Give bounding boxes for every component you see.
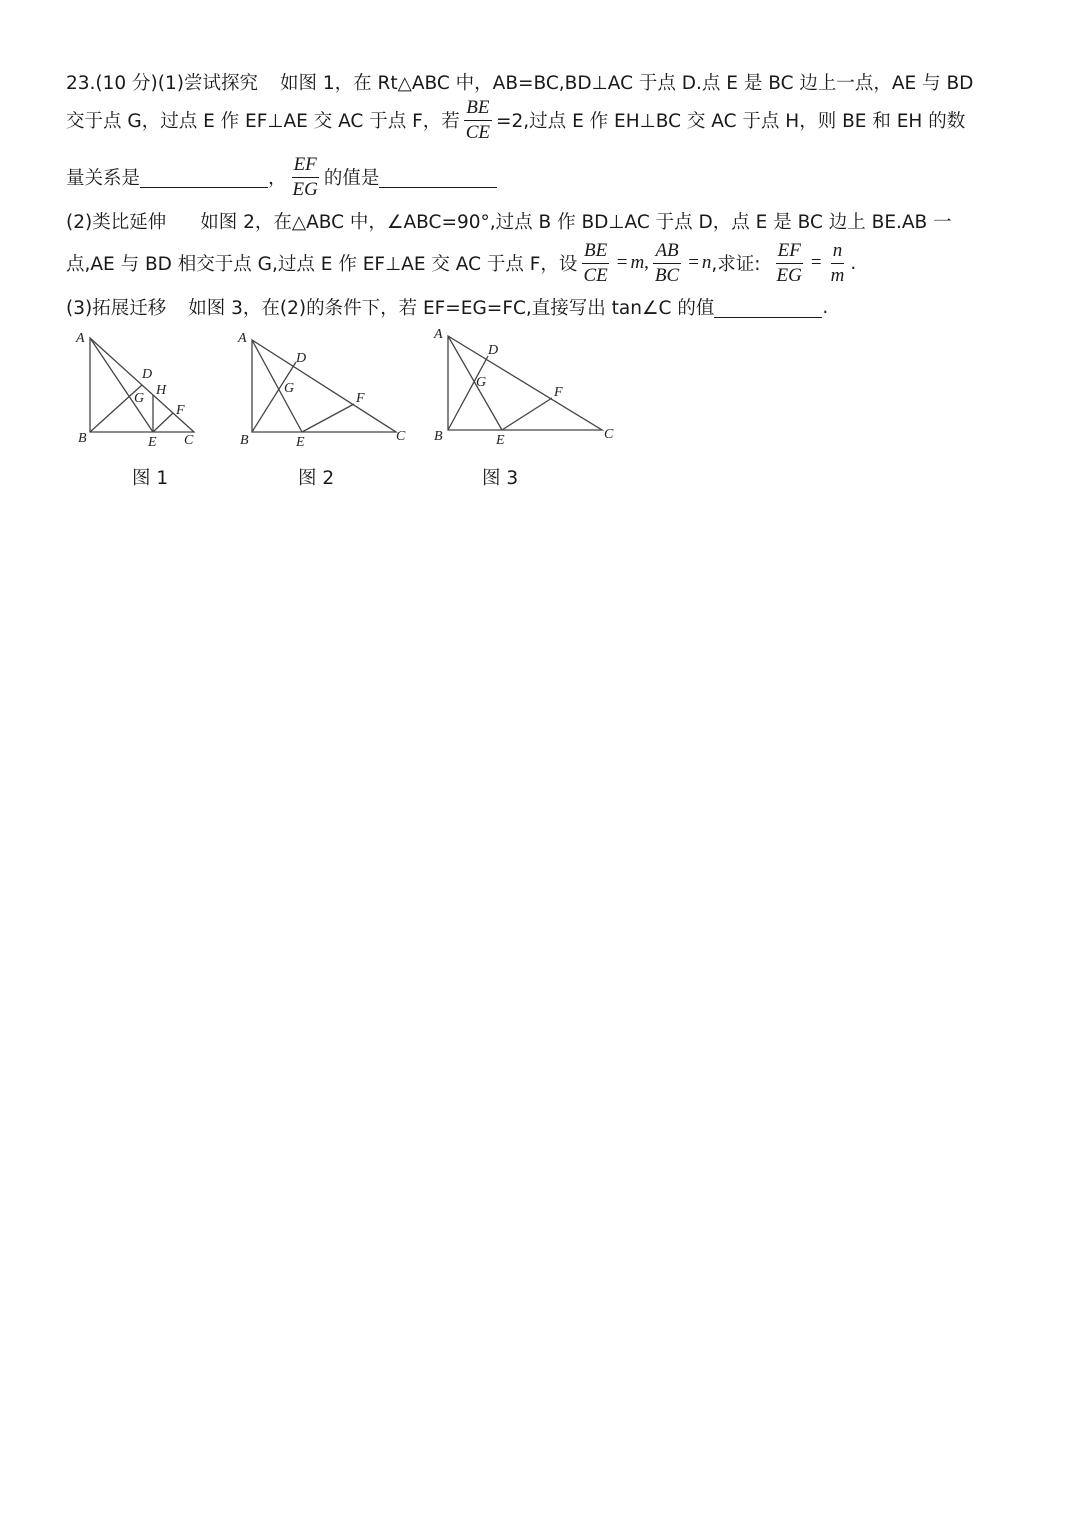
problem-line-4 — [66, 201, 952, 241]
prove-label: ,求证: — [711, 254, 761, 275]
part2-header: (2)类比延伸 — [66, 212, 167, 233]
label-c: C — [604, 427, 614, 442]
segment-ae — [90, 338, 153, 432]
answer-blank-3[interactable] — [714, 297, 822, 318]
segment-ef — [302, 404, 354, 432]
figure-1-diagram — [60, 318, 210, 448]
label-d: D — [488, 343, 499, 358]
part2-text: 如图 2，在△ABC 中，∠ABC=90°,过点 B 作 BD⊥AC 于点 D，点 E 是 BC 边上 BE.AB 一 — [200, 212, 952, 233]
fraction-numerator: EF — [292, 154, 319, 178]
label-b: B — [240, 433, 249, 448]
fraction-denominator: EG — [292, 178, 318, 200]
fraction-numerator: AB — [653, 240, 680, 264]
label-c: C — [184, 433, 194, 448]
part3-text: 如图 3，在(2)的条件下，若 EF=EG=FC,直接写出 tan∠C 的值 — [188, 298, 715, 319]
problem-line-5 — [66, 239, 857, 286]
segment-ae — [252, 340, 302, 432]
figure-3-diagram — [426, 318, 626, 448]
line5-text-before: 点,AE 与 BD 相交于点 G,过点 E 作 EF⊥AE 交 AC 于点 F，设 — [66, 254, 578, 275]
line2-text-before: 交于点 G，过点 E 作 EF⊥AE 交 AC 于点 F，若 — [66, 111, 460, 132]
fraction-ef-eg — [775, 240, 804, 287]
fraction-n-m — [829, 240, 847, 287]
figure-3-caption: 图 3 — [482, 468, 519, 489]
label-f: F — [176, 403, 185, 418]
line6-end: . — [822, 296, 829, 318]
segment-ef — [502, 398, 552, 430]
answer-blank-1[interactable] — [140, 167, 268, 188]
label-g: G — [134, 391, 145, 406]
fraction-be-ce — [581, 240, 609, 287]
line5-end: . — [850, 252, 857, 274]
fraction-denominator: CE — [465, 121, 491, 143]
figure-3 — [426, 318, 626, 489]
label-d: D — [142, 367, 153, 382]
figure-2-diagram — [230, 318, 420, 448]
label-e: E — [496, 433, 505, 448]
label-a: A — [76, 331, 85, 346]
figure-1-caption: 图 1 — [132, 468, 169, 489]
separator: , — [644, 252, 649, 273]
label-a: A — [434, 327, 443, 342]
label-a: A — [238, 331, 247, 346]
fraction-numerator: EF — [776, 240, 803, 264]
fraction-ef-eg — [291, 154, 320, 201]
label-e: E — [148, 435, 157, 448]
figure-1 — [60, 318, 210, 489]
segment-bd — [252, 362, 296, 432]
problem-line-2 — [66, 96, 966, 143]
figure-2 — [230, 318, 420, 489]
fraction-denominator: BC — [654, 264, 680, 286]
line3-text-before: 量关系是 — [66, 168, 141, 189]
equals-sign: = — [810, 252, 822, 273]
segment-bd — [448, 356, 488, 430]
variable-n: n — [701, 252, 712, 273]
fraction-denominator: m — [830, 264, 845, 286]
fraction-ab-bc — [653, 240, 681, 287]
figures-row — [60, 318, 640, 508]
equals-sign: = — [688, 252, 699, 273]
fraction-denominator: EG — [776, 264, 802, 286]
label-b: B — [78, 431, 87, 446]
part1-text: 如图 1，在 Rt△ABC 中，AB=BC,BD⊥AC 于点 D.点 E 是 BC 边上一点，AE 与 BD — [279, 73, 974, 94]
figure-2-caption: 图 2 — [298, 468, 335, 489]
label-e: E — [296, 435, 305, 448]
fraction-denominator: CE — [583, 264, 608, 286]
label-g: G — [284, 381, 295, 396]
label-c: C — [396, 429, 406, 444]
label-g: G — [476, 375, 487, 390]
problem-line-3 — [66, 153, 497, 200]
problem-line-1 — [66, 62, 973, 102]
fraction-be-ce — [464, 97, 492, 144]
label-f: F — [554, 385, 563, 400]
line3-comma: ， — [268, 168, 287, 189]
part3-header: (3)拓展迁移 — [66, 298, 167, 319]
segment-ef — [153, 413, 173, 432]
variable-m: m — [630, 252, 645, 273]
label-f: F — [356, 391, 365, 406]
equals-sign: = — [616, 252, 628, 273]
label-h: H — [156, 383, 167, 398]
label-d: D — [296, 351, 307, 366]
part1-header: 23.(10 分)(1)尝试探究 — [66, 73, 258, 94]
fraction-numerator: BE — [464, 97, 491, 121]
line2-text-after: =2,过点 E 作 EH⊥BC 交 AC 于点 H，则 BE 和 EH 的数 — [496, 111, 966, 132]
fraction-numerator: n — [831, 240, 845, 264]
fraction-numerator: BE — [582, 240, 609, 264]
answer-blank-2[interactable] — [379, 167, 497, 188]
triangle-abc — [252, 340, 396, 432]
line3-text-after: 的值是 — [323, 168, 380, 189]
label-b: B — [434, 429, 443, 444]
